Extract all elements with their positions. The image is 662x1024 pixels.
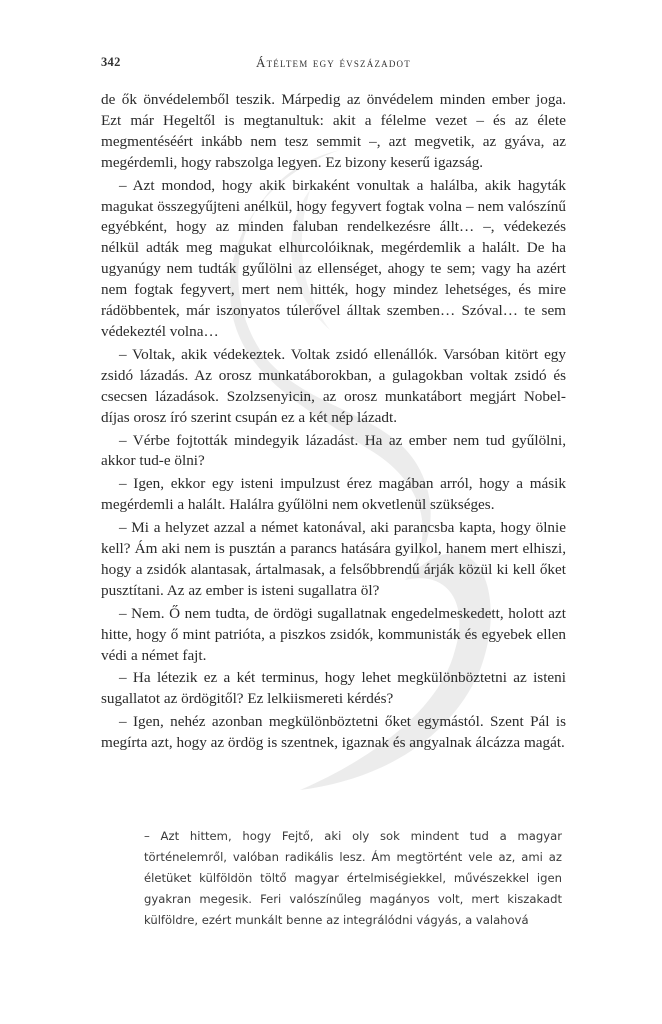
paragraph: – Igen, nehéz azonban megkülönböztetni őket egymástól. Szent Pál is megírta azt, hogy az ördög is szentnek, igaznak és angyalnak álcázza magát. — [101, 713, 566, 752]
paragraph: – Azt mondod, hogy akik birkaként vonultak a halálba, akik hagyták magukat összegyűjteni anélkül, hogy fegyvert fogtak volna – nem valószínű egyébként, hogy az minden faluban rendelkezésre állt… –, védekezés nélkül adták meg magukat elhurcolóiknak, megérdemlik a halált. De ha ugyanúgy nem tudták gyűlölni az ellenséget, ahogy te sem; vagy ha azért nem fogtak fegyvert, mert nem hitték, hogy mindez lehetséges, és mire rádöbbentek, már iszonyatos túlerővel álltak szemben… Szóval… te sem védekeztél volna… — [101, 176, 566, 340]
paragraph: – Igen, ekkor egy isteni impulzust érez magában arról, hogy a másik megérdemli a halált. Halálra gyűlölni nem okvetlenül szükséges. — [101, 475, 566, 514]
sans-serif-passage — [144, 826, 562, 931]
paragraph: de ők önvédelemből teszik. Márpedig az önvédelem minden ember joga. Ezt már Hegeltől is megtanultuk: akit a félelme vezet – és az élete megmentéséért inkább nem tesz semmit –, azt megvetik, az gyáva, az megérdemli, hogy rabszolga legyen. Ez bizony keserű igazság. — [101, 91, 566, 171]
paragraph: – Ha létezik ez a két terminus, hogy lehet megkülönböztetni az isteni sugallatot az ördögitől? Ez lelkiismereti kérdés? — [101, 669, 566, 708]
paragraph: – Nem. Ő nem tudta, de ördögi sugallatnak engedelmeskedett, holott azt hitte, hogy ő mint patrióta, a piszkos zsidók, kommunisták és egyebek ellen védi a német fajt. — [101, 604, 566, 664]
paragraph: – Vérbe fojtották mindegyik lázadást. Ha az ember nem tud gyűlölni, akkor tud-e ölni? — [101, 431, 566, 470]
page-number: 342 — [101, 55, 121, 69]
passage-paragraph: – Azt hittem, hogy Fejtő, aki oly sok mindent tud a magyar történelemről, valóban radikális lesz. Ám megtörtént vele az, ami az életüket külföldön töltő magyar értelmiségiekkel, művészekkel igen gyakran megesik. Feri valószínűleg magányos volt, mert kiszakadt külföldre, ezért munkált benne az integrálódni vágyás, a valahová — [144, 829, 562, 927]
body-text — [101, 90, 566, 756]
paragraph: – Mi a helyzet azzal a német katonával, aki parancsba kapta, hogy ölnie kell? Ám aki nem is pusztán a parancs hatására gyilkol, hanem mert elhiszi, hogy a zsidók alantasak, ártalmasak, a felsőbbrendű árják közül ki kell őket pusztítani. Az az ember is isteni sugallatra öl? — [101, 519, 566, 599]
running-title: Átéltem egy évszázadot — [256, 55, 411, 70]
page-header — [101, 55, 566, 71]
paragraph: – Voltak, akik védekeztek. Voltak zsidó ellenállók. Varsóban kitört egy zsidó lázadás. Az orosz munkatáborokban, a gulagokban voltak zsidó és csecsen lázadások. Szolzsenyicin, az orosz munkatábort megjárt Nobel-díjas orosz író szerint csupán ez a két nép lázadt. — [101, 345, 566, 426]
